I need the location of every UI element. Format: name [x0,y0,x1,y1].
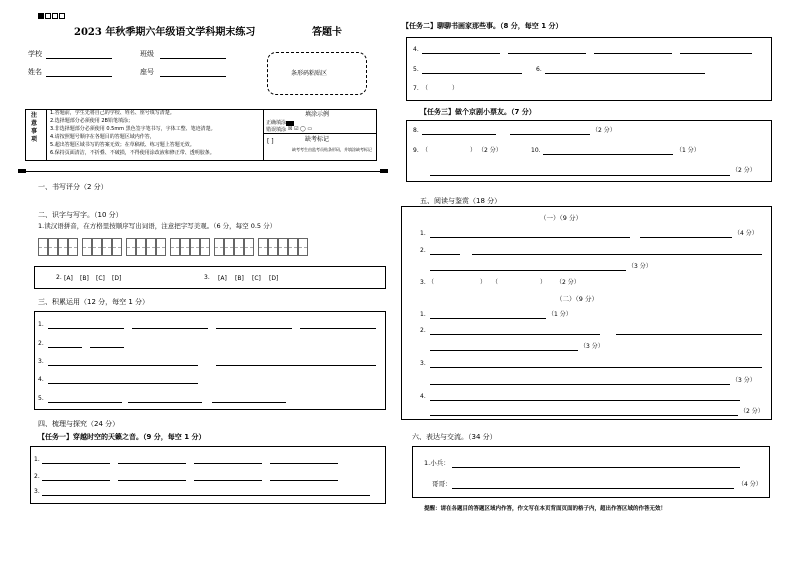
task1-q1-blank-2[interactable] [118,463,186,464]
q3-option-b[interactable]: [B] [235,275,244,282]
task-3-box [406,120,772,182]
section-6-box [412,446,770,498]
p1-q3-score: （2 分） [556,279,580,286]
task2-num-7: 7. [413,85,419,92]
p1-q3-paren-3: （ [492,279,499,286]
separator-block-right [380,169,388,173]
q3-option-d[interactable]: [D] [269,275,279,282]
task3-q9-close-paren: ） [470,147,477,154]
p2-num-2: 2. [420,327,426,334]
s3-num-1: 1. [38,321,44,328]
p1-q3-paren-2: ） [480,279,487,286]
name-field[interactable] [46,76,112,77]
notice-item-5: 5.超出答题区域书写的答案无效；在草稿纸、练习题上答题无效。 [50,142,195,148]
s3-q1-blank-1[interactable] [48,328,124,329]
section-4-heading: 四、梳理与探究（24 分） [38,420,120,428]
p2-q2-blank-3[interactable] [430,350,578,351]
q2-option-d[interactable]: [D] [112,275,122,282]
p2-q2-blank-2[interactable] [616,334,762,335]
s3-num-3: 3. [38,358,44,365]
p1-num-2: 2. [420,247,426,254]
task3-q8-blank-1[interactable] [422,134,496,135]
answer-card-label: 答题卡 [312,27,342,38]
s3-q1-blank-4[interactable] [300,328,376,329]
p2-q2-score: （3 分） [580,343,604,350]
q2-option-b[interactable]: [B] [80,275,89,282]
section-5-box [401,206,772,420]
task1-q1-blank-4[interactable] [270,463,338,464]
p1-q1-blank-2[interactable] [640,237,732,238]
s3-q5-blank-2[interactable] [128,402,202,403]
s3-num-4: 4. [38,376,44,383]
seat-label: 座号 [140,68,154,76]
q1-gege-score: （4 分） [738,481,762,488]
task-2-heading: 【任务二】聊聊书画家那些事。（8 分，每空 1 分） [402,22,563,30]
task3-num-8: 8. [413,127,419,134]
q2-option-a[interactable]: [A] [64,275,73,282]
notice-item-3: 3.非选择题部分必须使用 0.5mm 黑色签字笔书写，字体工整、笔迹清楚。 [50,126,216,132]
separator-line [24,171,388,172]
task-3-heading: 【任务三】做个京剧小票友。（7 分） [420,108,536,116]
p2-num-3: 3. [420,360,426,367]
s3-q1-blank-2[interactable] [132,328,208,329]
choice-q2-number: 2. [56,274,62,281]
task1-q1-blank-3[interactable] [194,463,262,464]
s3-q3-blank-2[interactable] [216,365,376,366]
notice-item-2: 2.选择题部分必须使用 2B铅笔填涂； [50,118,133,124]
task3-last-score: （2 分） [732,167,756,174]
section-3-box [34,311,386,410]
task3-q9-open-paren: （ [422,147,429,154]
p2-q4-blank-1[interactable] [430,400,740,401]
exam-title: 2023 年秋季期六年级语文学科期末练习 [74,27,256,38]
notice-divider-2 [263,109,264,161]
p2-q4-blank-2[interactable] [430,415,738,416]
notice-item-1: 1.答题前，学生先将自己的学校、姓名、座号填写清楚。 [50,110,175,116]
task2-q4-blank-2[interactable] [508,53,586,54]
part-1-heading: （一）（9 分） [540,214,582,222]
wrong-fill-marks: ☒ ☑ ◯ ▭ [288,126,313,132]
school-label: 学校 [28,50,42,58]
absent-note: 缺考考生由监考员贴条形码，并填涂缺考标记 [292,147,372,152]
task3-q10-score: （1 分） [676,147,700,154]
s3-q5-blank-1[interactable] [48,402,122,403]
position-marker-squares [38,13,66,21]
p2-num-1: 1. [420,311,426,318]
section-3-heading: 三、积累运用（12 分，每空 1 分） [38,298,150,306]
task1-q2-blank-1[interactable] [42,480,110,481]
task2-num-5: 5. [413,66,419,73]
task1-q3-blank[interactable] [42,495,370,496]
barcode-label: 条形码粘贴区 [291,70,328,77]
character-grid[interactable] [38,238,310,258]
s3-num-2: 2. [38,340,44,347]
task2-num-4: 4. [413,46,419,53]
task3-q8-score: （2 分） [592,127,616,134]
p1-num-1: 1. [420,230,426,237]
p1-q2-blank-1[interactable] [430,254,460,255]
p1-q2-blank-2[interactable] [472,254,762,255]
p1-q1-blank-1[interactable] [430,237,630,238]
task3-num-9: 9. [413,147,419,154]
task1-q2-blank-2[interactable] [118,480,186,481]
task1-num-2: 2. [34,473,40,480]
q2-option-c[interactable]: [C] [96,275,105,282]
q3-option-a[interactable]: [A] [218,275,227,282]
task2-q4-blank-4[interactable] [680,53,752,54]
s3-q2-blank-2[interactable] [90,347,124,348]
q1-gege-blank[interactable] [452,488,734,489]
notice-side-label: 注意事项 [31,112,38,143]
absent-bracket[interactable]: [ ] [267,138,274,145]
seat-field[interactable] [160,76,226,77]
name-label: 姓名 [28,68,42,76]
s3-num-5: 5. [38,395,44,402]
task3-num-10: 10. [531,147,541,154]
task1-q2-blank-4[interactable] [270,480,338,481]
p2-q3-blank-2[interactable] [430,384,730,385]
task3-q10-blank[interactable] [543,154,673,155]
task2-q4-blank-3[interactable] [594,53,672,54]
task2-q4-blank-1[interactable] [422,53,500,54]
p2-q3-blank-1[interactable] [430,367,762,368]
p1-num-3: 3. [420,279,426,286]
footer-reminder: 提醒：请在各题目的答题区域内作答，作文写在本页背面页面的格子内，超出作答区域的作答无效！ [424,506,667,512]
p1-q3-paren-4: ） [540,279,547,286]
class-label: 班级 [140,50,154,58]
task2-q5-blank[interactable] [422,73,522,74]
task2-q7-open-paren: （ [422,85,429,92]
task1-q2-blank-3[interactable] [194,480,262,481]
separator-block-left [18,169,26,173]
s3-q4-blank-1[interactable] [48,383,198,384]
s3-q1-blank-3[interactable] [216,328,292,329]
task1-num-1: 1. [34,456,40,463]
notice-item-4: 4.请按照题号顺序在各题目的答题区域内作答， [50,134,155,140]
task2-q6-blank[interactable] [545,73,705,74]
task1-num-3: 3. [34,488,40,495]
task3-last-blank[interactable] [430,175,730,176]
q1-xiaobing-blank[interactable] [452,467,740,468]
correct-fill-label: 正确填涂 [266,120,287,126]
p1-q2-score: （3 分） [628,263,652,270]
p2-num-4: 4. [420,393,426,400]
s3-q3-blank-1[interactable] [48,365,198,366]
section-2-heading: 二、识字与写字。（10 分） [38,211,123,219]
choice-q3-number: 3. [204,274,210,281]
school-field[interactable] [46,58,112,59]
task2-q7-close-paren: ） [452,85,459,92]
q1-gege-label: 哥哥： [432,480,452,488]
p2-q1-score: （1 分） [548,311,572,318]
fill-example-title: 填涂示例 [305,111,330,118]
task2-num-6: 6. [536,66,542,73]
p1-q3-paren-1: （ [428,279,435,286]
s3-q2-blank-1[interactable] [48,347,82,348]
section-5-heading: 五、阅读与鉴赏（18 分） [420,197,502,205]
p2-q3-score: （3 分） [732,377,756,384]
task3-q8-blank-2[interactable] [510,134,590,135]
wrong-fill-label: 错误填涂 [266,127,287,133]
q3-option-c[interactable]: [C] [252,275,261,282]
q1-xiaobing-label: 1.小兵： [424,459,450,467]
absent-label: 缺考标记 [305,136,330,143]
task1-q1-blank-1[interactable] [42,463,110,464]
p1-q1-score: （4 分） [734,230,758,237]
p1-q2-blank-3[interactable] [430,270,626,271]
notice-divider [46,109,47,161]
p2-q1-blank[interactable] [430,318,546,319]
notice-divider-3 [263,133,377,134]
task-1-heading: 【任务一】穿越时空的天籁之音。（9 分，每空 1 分） [38,433,206,441]
class-field[interactable] [160,58,226,59]
p2-q2-blank-1[interactable] [430,334,600,335]
part-2-heading: （二）（9 分） [556,295,598,303]
task3-q9-score: （2 分） [478,147,502,154]
section-1-heading: 一、书写评分（2 分） [38,183,108,191]
task-2-box [406,37,772,101]
s3-q5-blank-3[interactable] [212,402,286,403]
section-2-question-1: 1.读汉语拼音，在方格里按顺序写出词语，注意把字写美观。（6 分，每空 0.5 分） [38,222,277,230]
p2-q4-score: （2 分） [740,408,764,415]
notice-item-6: 6.保持页面清洁，不折叠、不破损，不得使用涂改液和修正带、透明胶条。 [50,150,215,156]
section-6-heading: 六、表达与交流。（34 分） [412,433,497,441]
